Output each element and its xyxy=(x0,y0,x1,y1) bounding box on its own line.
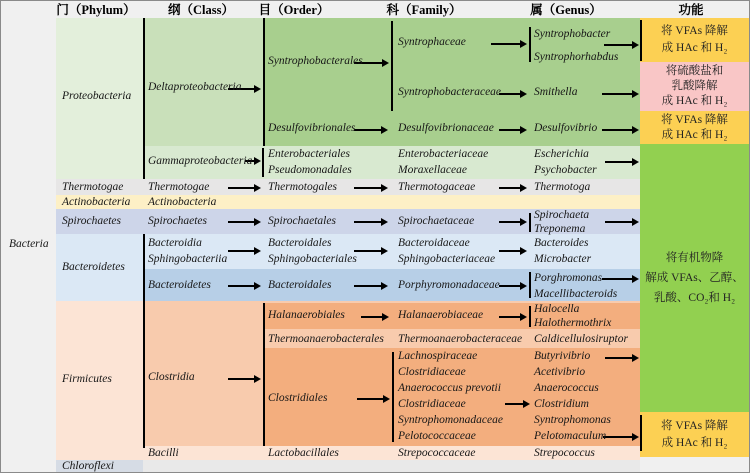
function-box-organic: 将有机物降 解成 VFAs、乙醇、 乳酸、CO₂和 H₂ xyxy=(640,144,749,412)
taxon-sphingobacteriales: Sphingobacteriales xyxy=(268,253,357,265)
taxon-halocella: Halocella xyxy=(534,303,580,315)
taxon-sphingobacteriaceae: Sphingobacteriaceae xyxy=(398,253,496,265)
arrow-syntrophaceae-to-genus xyxy=(491,43,520,45)
taxon-microbacter: Microbacter xyxy=(534,253,592,265)
arrow-smithella-to-function xyxy=(602,93,632,95)
arrow-porghromonas-to-function xyxy=(602,278,632,280)
arrow-halanaerobiaceae-to-genera xyxy=(499,316,520,318)
function-box-vfa1: 将 VFAs 降解 成 HAc 和 H₂ xyxy=(640,18,749,62)
arrow-spirochaetes-class-to-order xyxy=(228,221,254,223)
taxon-lactobacillales: Lactobacillales xyxy=(268,447,339,459)
arrow-thermotogales-to-family xyxy=(354,187,381,189)
taxon-macellibacteroids: Macellibacteroids xyxy=(534,288,618,300)
taxon-desulfovibrionales: Desulfovibrionales xyxy=(268,122,356,134)
taxon-smithella: Smithella xyxy=(534,86,578,98)
taxon-thermotogae-class: Thermotogae xyxy=(148,181,210,193)
taxon-halothermothrix: Halothermothrix xyxy=(534,317,612,329)
divider-class-order-firmicutes xyxy=(263,303,265,446)
taxon-actinobacteria-phylum: Actinobacteria xyxy=(62,196,131,208)
arrow-bacteroidaceae-to-genera xyxy=(499,250,520,252)
arrow-bacteroidales2-to-family xyxy=(354,285,381,287)
taxon-thermoanaerobacteraceae: Thermoanaerobacteraceae xyxy=(398,333,523,345)
taxon-halanaerobiaceae: Halanaerobiaceae xyxy=(398,309,484,321)
taxon-pelotomaculum: Pelotomaculum xyxy=(534,430,607,442)
divider-phylum-class-proteobacteria xyxy=(143,18,145,179)
taxon-bacteroides: Bacteroides xyxy=(534,237,589,249)
taxon-bacteroidetes-phylum: Bacteroidetes xyxy=(62,261,125,273)
bracket-gamma-orders xyxy=(262,148,264,177)
bracket-halanaerobiaceae-genera xyxy=(529,306,531,327)
bracket-clostridiales-families xyxy=(392,352,394,442)
taxon-thermotoga: Thermotoga xyxy=(534,181,591,193)
arrow-bacteroidales-to-families xyxy=(354,250,381,252)
taxon-syntrophobacter: Syntrophobacter xyxy=(534,28,611,40)
taxon-sphingobacteriia: Sphingobacteriia xyxy=(148,253,228,265)
taxon-spirochaetes-class: Spirochaetes xyxy=(148,215,207,227)
header-order: 目（Order） xyxy=(258,3,330,17)
taxon-strepococcus: Strepococcus xyxy=(534,447,595,459)
taxon-clostridiaceae-2: Clostridiaceae xyxy=(398,398,466,410)
arrow-spirochaetaceae-to-genus xyxy=(499,221,520,223)
taxon-lachnospiraceae: Lachnospiraceae xyxy=(398,350,478,362)
taxon-desulfovibrionaceae: Desulfovibrionaceae xyxy=(398,122,494,134)
taxon-porphyromonadaceae: Porphyromonadaceae xyxy=(398,279,500,291)
arrow-butyrivibrio-to-function xyxy=(605,357,632,359)
taxon-pelotococcaceae: Pelotococcaceae xyxy=(398,430,476,442)
function-box-vfa2: 将 VFAs 降解 成 HAc 和 H₂ xyxy=(640,111,749,144)
arrow-desulfovibrio-to-function xyxy=(602,129,632,131)
arrow-halanaerobiales-to-family xyxy=(361,316,382,318)
taxon-halanaerobiales: Halanaerobiales xyxy=(268,309,345,321)
bracket-function-vfa3 xyxy=(640,415,642,451)
taxon-deltaproteobacteria: Deltaproteobacteria xyxy=(148,81,242,93)
bracket-syntrophaceae-genera xyxy=(529,27,531,62)
arrow-spirochaeta-to-function xyxy=(605,221,632,223)
cell-bottom-strip xyxy=(143,460,640,473)
arrow-clostridia-to-orders xyxy=(228,378,254,380)
taxon-caldicellulosiruptor: Caldicellulosiruptor xyxy=(534,333,628,345)
taxon-desulfovibrio: Desulfovibrio xyxy=(534,122,598,134)
arrow-desulfovibrionaceae-to-genus xyxy=(499,129,520,131)
taxon-bacteroidales: Bacteroidales xyxy=(268,237,332,249)
function-box-vfa3: 将 VFAs 降解 成 HAc 和 H₂ xyxy=(640,412,749,457)
arrow-spirochaetales-to-family xyxy=(354,221,381,223)
header-genus: 属（Genus） xyxy=(530,3,602,17)
taxon-anaerococcus-prevotii: Anaerococcus prevotii xyxy=(398,382,501,394)
taxon-bacteroidales2: Bacteroidales xyxy=(268,279,332,291)
taxon-escherichia: Escherichia xyxy=(534,148,589,160)
taxon-pseudomonadales: Pseudomonadales xyxy=(268,164,352,176)
arrow-porphyromonadaceae-to-genera xyxy=(499,285,520,287)
taxon-clostridium: Clostridium xyxy=(534,398,589,410)
taxon-bacteroidetes-class: Bacteroidetes xyxy=(148,279,211,291)
taxon-thermoanaerobacterales: Thermoanaerobacterales xyxy=(268,333,384,345)
taxon-moraxellaceae: Moraxellaceae xyxy=(398,164,467,176)
arrow-clostridiales-to-families xyxy=(357,398,383,400)
function-box-sulfate: 将硫酸盐和 乳酸降解 成 HAc 和 H₂ xyxy=(640,62,749,111)
header-class: 纲（Class） xyxy=(168,3,234,17)
taxon-thermotogaceae: Thermotogaceae xyxy=(398,181,476,193)
taxon-proteobacteria: Proteobacteria xyxy=(62,90,132,102)
arrow-syntrophobacter-to-function xyxy=(604,44,632,46)
taxon-syntrophobacterales: Syntrophobacterales xyxy=(268,55,363,67)
root-label: Bacteria xyxy=(9,238,49,250)
arrow-thermotogaceae-to-genus xyxy=(499,187,520,189)
taxon-chloroflexi: Chloroflexi xyxy=(62,460,114,472)
taxon-bacteroidia: Bacteroidia xyxy=(148,237,202,249)
arrow-clostridiaceae-to-clostridium xyxy=(505,403,523,405)
taxon-actinobacteria-class: Actinobacteria xyxy=(148,196,217,208)
taxon-spirochaeta: Spirochaeta xyxy=(534,209,590,221)
taxon-butyrivibrio: Butyrivibrio xyxy=(534,350,591,362)
taxon-enterobacteriaceae: Enterobacteriaceae xyxy=(398,148,489,160)
bracket-syntrophobacterales-families xyxy=(391,21,393,111)
taxon-strepococcaceae: Strepococcaceae xyxy=(398,447,476,459)
arrow-syntrophobacteraceae-to-genus xyxy=(499,93,520,95)
taxon-bacteroidaceae: Bacteroidaceae xyxy=(398,237,470,249)
taxon-thermotogae-phylum: Thermotogae xyxy=(62,181,124,193)
arrow-bacteroidia-to-orders xyxy=(228,250,254,252)
header-phylum: 门（Phylum） xyxy=(56,3,136,17)
taxon-clostridia: Clostridia xyxy=(148,371,195,383)
divider-class-order-proteobacteria xyxy=(263,18,265,146)
taxon-enterobacteriales: Enterobacteriales xyxy=(268,148,350,160)
taxon-anaerococcus: Anaerococcus xyxy=(534,382,599,394)
taxon-spirochaetales: Spirochaetales xyxy=(268,215,336,227)
taxon-spirochaetes-phylum: Spirochaetes xyxy=(62,215,121,227)
taxon-syntrophomonadaceae: Syntrophomonadaceae xyxy=(398,414,503,426)
arrow-gamma-genera-to-function xyxy=(605,161,632,163)
taxon-porghromonas: Porghromonas xyxy=(534,272,603,284)
header-family: 科（Family） xyxy=(386,3,462,17)
taxon-acetivibrio: Acetivibrio xyxy=(534,366,586,378)
taxon-syntrophomonas: Syntrophomonas xyxy=(534,414,611,426)
arrow-pelotomaculum-to-function xyxy=(603,436,632,438)
taxon-firmicutes-phylum: Firmicutes xyxy=(62,373,112,385)
arrow-bacteroidetes-class-to-order xyxy=(228,285,254,287)
bracket-porphyromonadaceae-genera xyxy=(529,272,531,298)
bracket-function-vfa1 xyxy=(640,20,642,61)
taxon-spirochaetaceae: Spirochaetaceae xyxy=(398,215,475,227)
taxon-clostridiaceae-1: Clostridiaceae xyxy=(398,366,466,378)
bracket-spirochaetaceae-genera xyxy=(529,213,531,232)
arrow-thermotogae-class-to-order xyxy=(228,187,254,189)
divider-phylum-class-lower xyxy=(143,234,145,448)
header-function: 功能 xyxy=(678,3,704,17)
taxon-clostridiales: Clostridiales xyxy=(268,392,328,404)
taxon-syntrophaceae: Syntrophaceae xyxy=(398,36,466,48)
taxon-psychobacter: Psychobacter xyxy=(534,164,597,176)
taxon-bacilli: Bacilli xyxy=(148,447,179,459)
arrow-desulfovibrionales-to-family xyxy=(354,129,381,131)
taxon-gammaproteobacteria: Gammaproteobacteria xyxy=(148,155,253,167)
taxon-thermotogales: Thermotogales xyxy=(268,181,337,193)
taxon-treponema: Treponema xyxy=(534,223,586,235)
taxon-syntrophorhabdus: Syntrophorhabdus xyxy=(534,51,619,63)
taxon-syntrophobacteraceae: Syntrophobacteraceae xyxy=(398,86,502,98)
